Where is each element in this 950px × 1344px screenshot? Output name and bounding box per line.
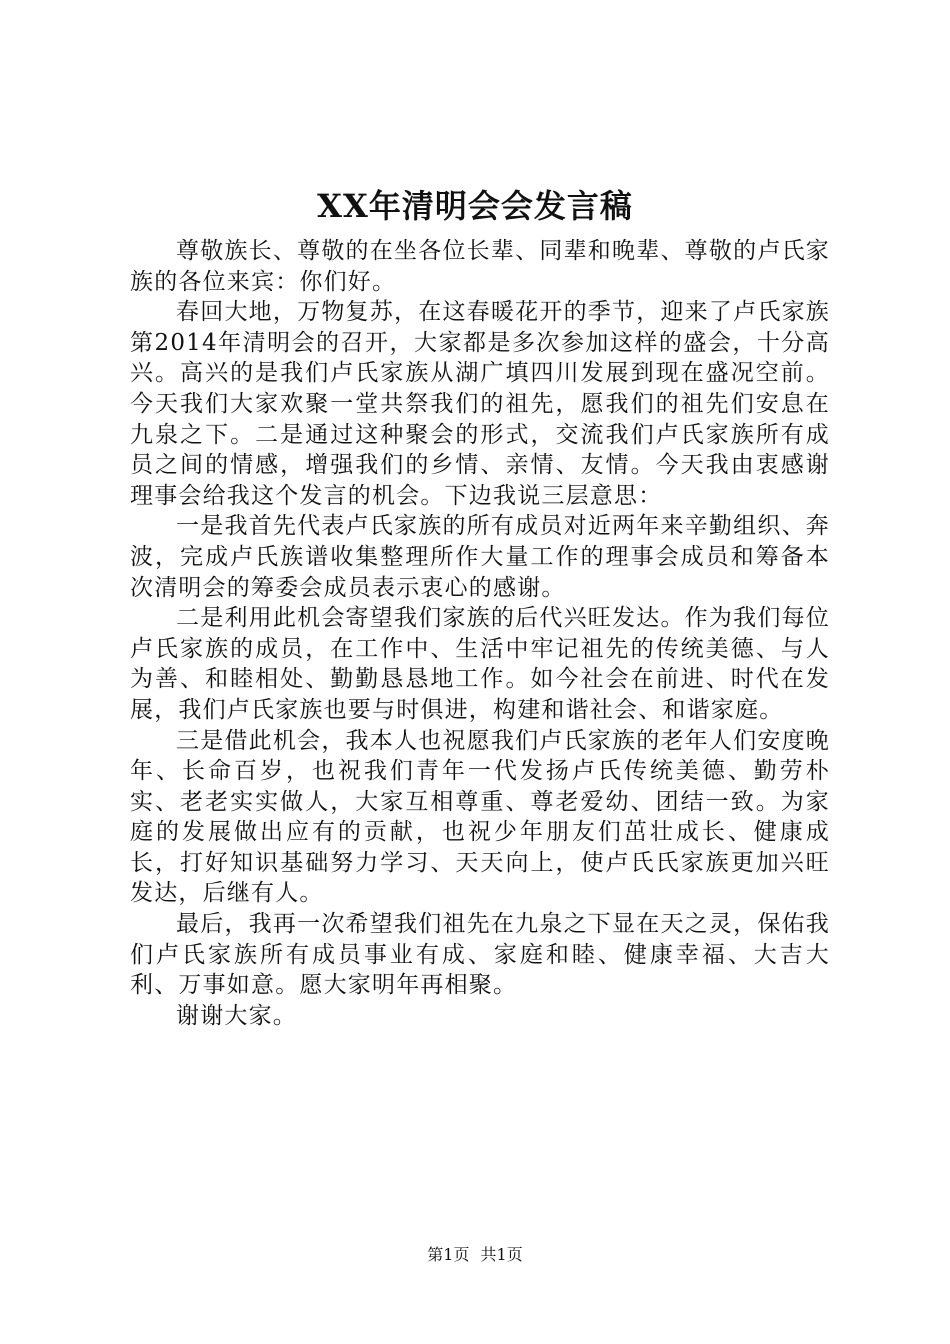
page-number: 第1页 <box>427 1245 470 1264</box>
paragraph-intro: 春回大地，万物复苏，在这春暖花开的季节，迎来了卢氏家族第2014年清明会的召开，大家都是多次参加这样的盛会，十分高兴。高兴的是我们卢氏家族从湖广填四川发展到现在盛况空前。今天我们大家欢聚一堂共祭我们的祖先，愿我们的祖先们安息在九泉之下。二是通过这种聚会的形式，交流我们卢氏家族所有成员之间的情感，增强我们的乡情、亲情、友情。今天我由衷感谢理事会给我这个发言的机会。下边我说三层意思： <box>130 299 830 509</box>
paragraph-thanks: 谢谢大家。 <box>176 1002 297 1029</box>
page-footer <box>0 1244 950 1266</box>
paragraph-point-two: 二是利用此机会寄望我们家族的后代兴旺发达。作为我们每位卢氏家族的成员，在工作中、生活中牢记祖先的传统美德、与人为善、和睦相处、勤勤恳恳地工作。如今社会在前进、时代在发展，我们卢氏家族也要与时俱进，构建和谐社会、和谐家庭。 <box>130 605 830 723</box>
document-title: XX年清明会会发言稿 <box>317 187 633 225</box>
paragraph-point-one: 一是我首先代表卢氏家族的所有成员对近两年来辛勤组织、奔波，完成卢氏族谱收集整理所作大量工作的理事会成员和筹备本次清明会的筹委会成员表示衷心的感谢。 <box>130 513 830 601</box>
page-total: 共1页 <box>480 1245 523 1264</box>
paragraph-point-three: 三是借此机会，我本人也祝愿我们卢氏家族的老年人们安度晚年、长命百岁，也祝我们青年一代发扬卢氏传统美德、勤劳朴实、老老实实做人，大家互相尊重、尊老爱幼、团结一致。为家庭的发展做出应有的贡献，也祝少年朋友们茁壮成长、健康成长，打好知识基础努力学习、天天向上，使卢氏氏家族更加兴旺发达，后继有人。 <box>130 727 830 907</box>
paragraph-greeting: 尊敬族长、尊敬的在坐各位长辈、同辈和晚辈、尊敬的卢氏家族的各位来宾：你们好。 <box>130 238 830 295</box>
paragraph-closing: 最后，我再一次希望我们祖先在九泉之下显在天之灵，保佑我们卢氏家族所有成员事业有成、家庭和睦、健康幸福、大吉大利、万事如意。愿大家明年再相聚。 <box>130 911 830 999</box>
document-body <box>130 236 830 1031</box>
